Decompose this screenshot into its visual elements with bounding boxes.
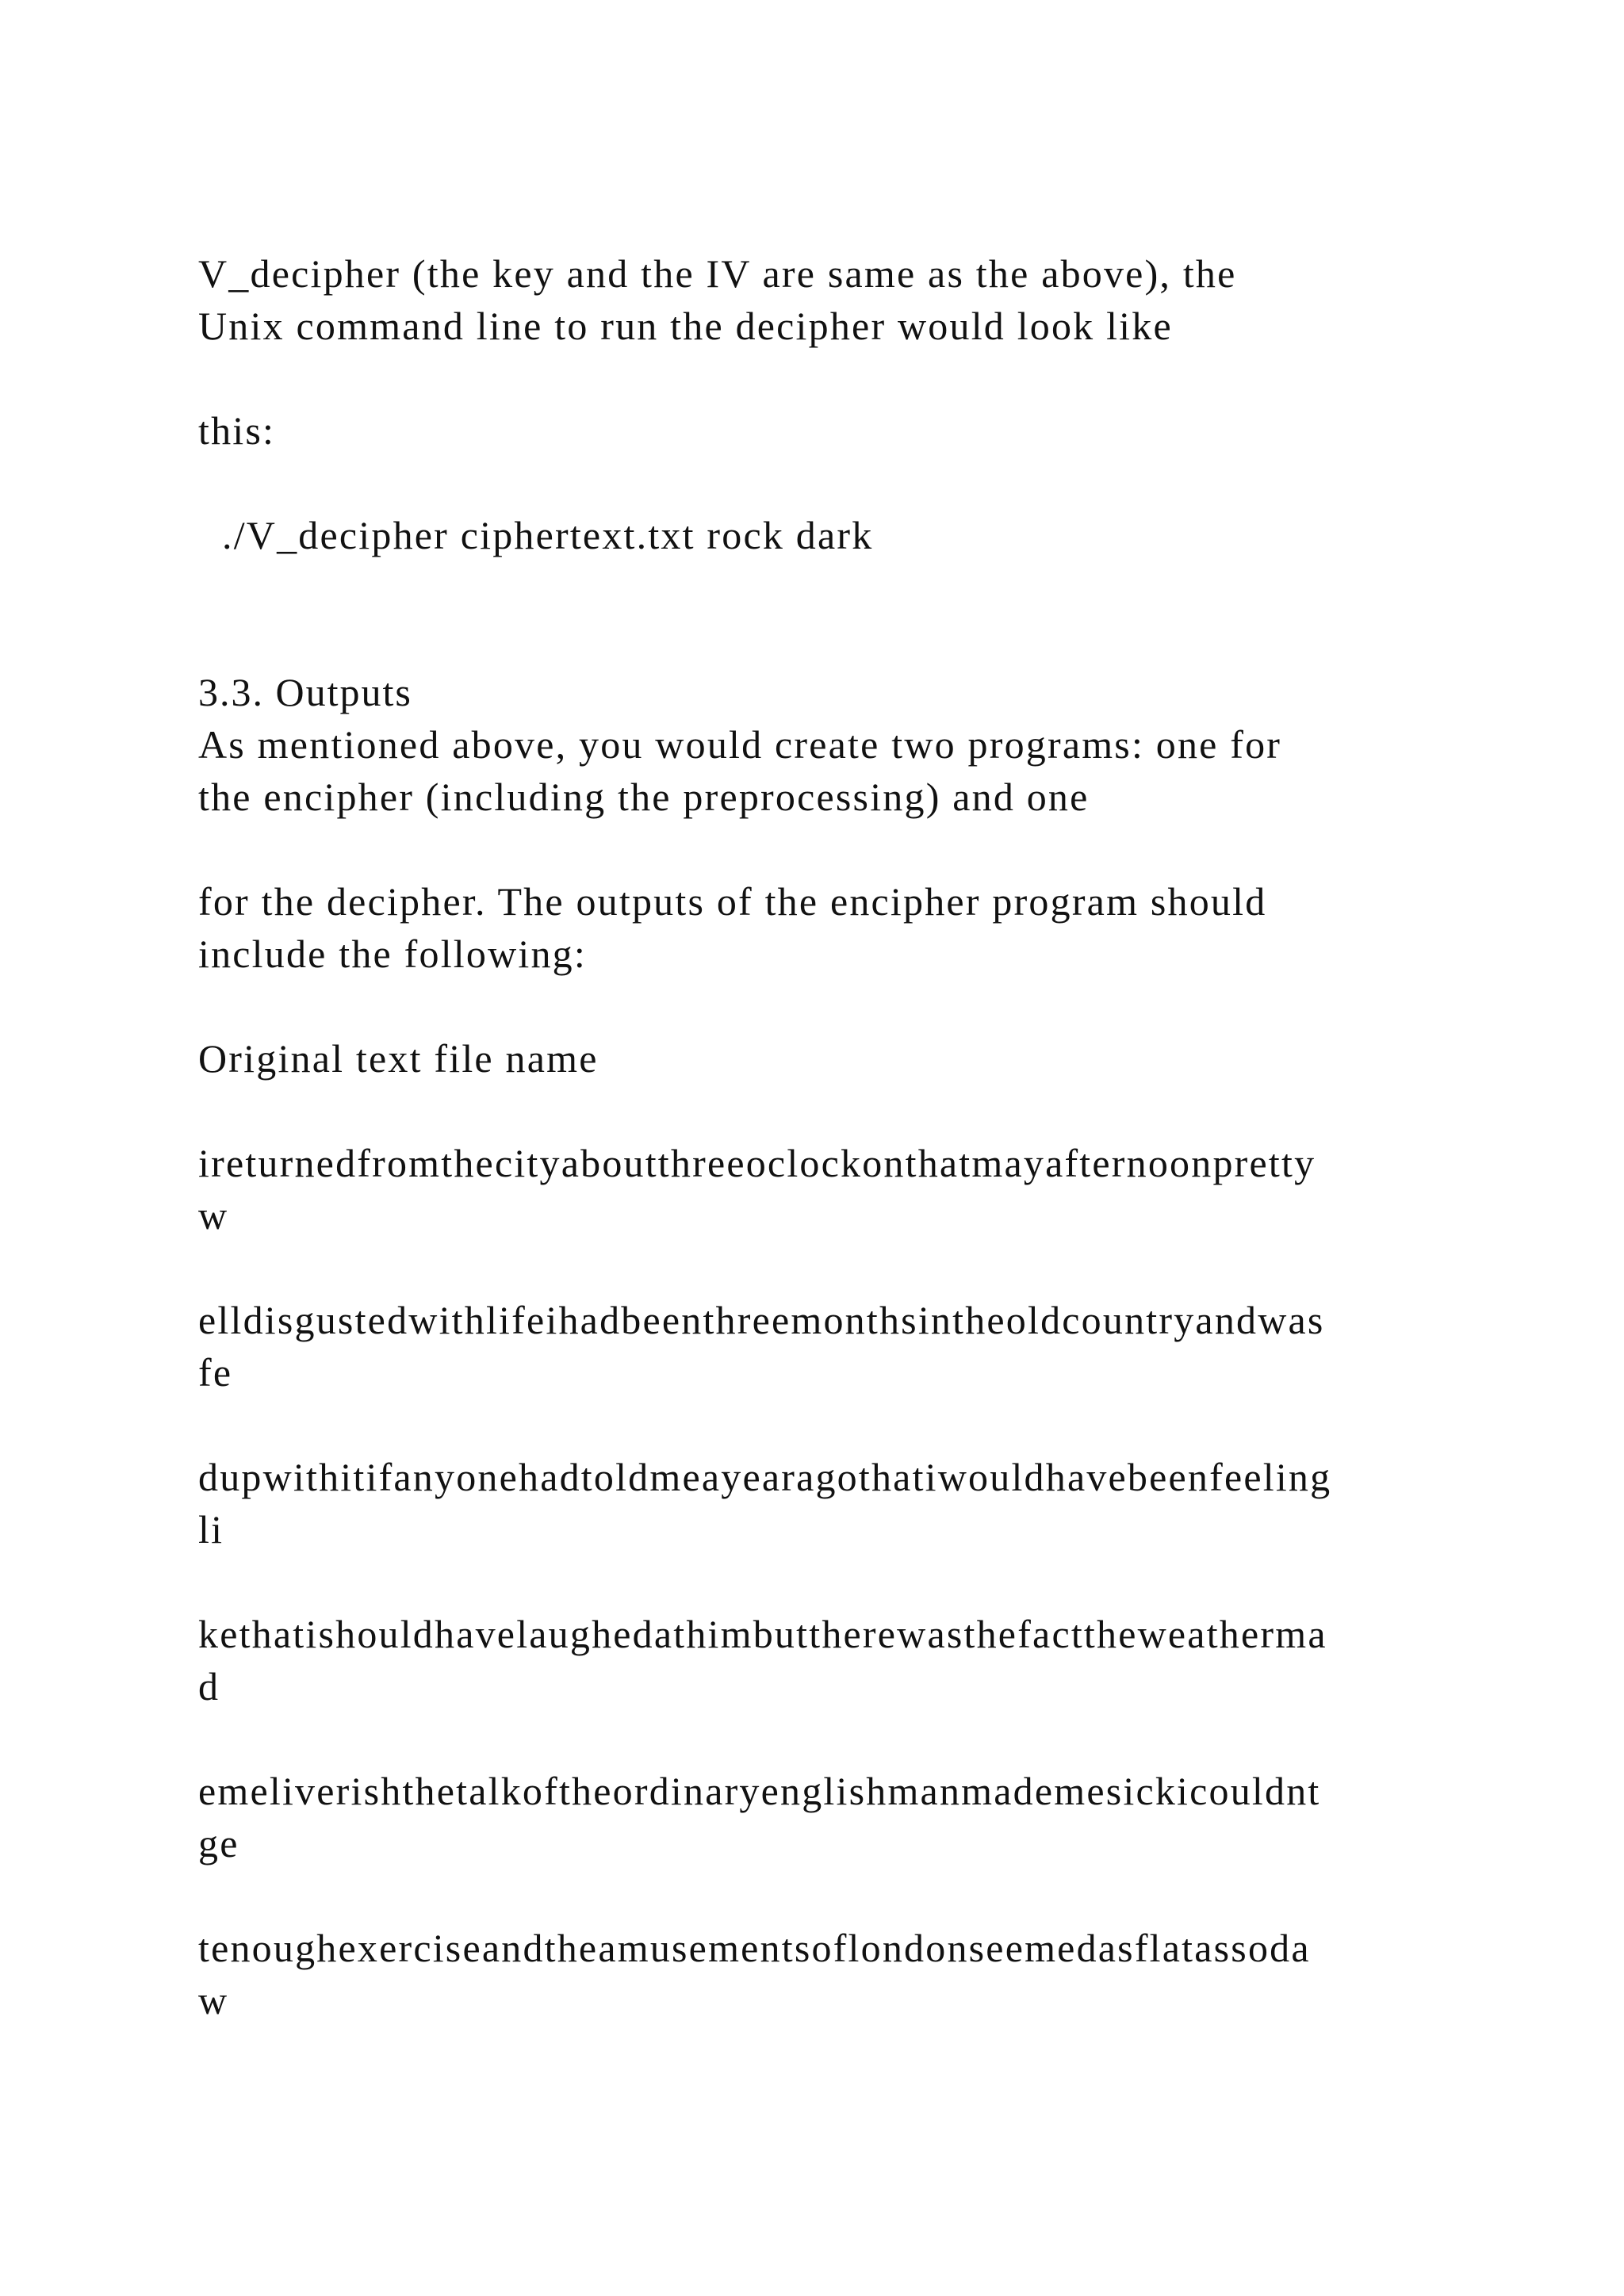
text-line: elldisgustedwithlifeihadbeenthreemonthsintheoldcountryandwas: [198, 1298, 1325, 1342]
text-line: Original text file name: [198, 1036, 599, 1081]
command-line-example: ./V_decipher ciphertext.txt rock dark: [222, 513, 874, 557]
text-line: Unix command line to run the decipher would look like: [198, 304, 1173, 348]
text-line: kethatishouldhavelaughedathimbuttherewasthefacttheweatherma: [198, 1612, 1327, 1656]
text-line: As mentioned above, you would create two programs: one for: [198, 722, 1282, 767]
text-line: ge: [198, 1821, 239, 1866]
text-line: fe: [198, 1350, 233, 1395]
text-line: w: [198, 1193, 229, 1238]
text-line: tenoughexerciseandtheamusementsoflondonseemedasflatassoda: [198, 1926, 1311, 1970]
text-line: V_decipher (the key and the IV are same as the above), the: [198, 251, 1237, 296]
text-line: this:: [198, 408, 276, 453]
text-line: li: [198, 1507, 224, 1552]
text-line: for the decipher. The outputs of the encipher program should: [198, 879, 1267, 924]
text-line: w: [198, 1978, 229, 2022]
text-line: emeliverishthetalkoftheordinaryenglishmanmademesickicouldnt: [198, 1769, 1321, 1813]
section-heading: 3.3. Outputs: [198, 670, 412, 714]
text-line: ireturnedfromthecityaboutthreeoclockonthatmayafternoonpretty: [198, 1141, 1316, 1185]
text-line: dupwithitifanyonehadtoldmeayearagothatiwouldhavebeenfeeling: [198, 1455, 1332, 1499]
text-line: the encipher (including the preprocessing) and one: [198, 775, 1090, 819]
text-line: d: [198, 1664, 220, 1709]
text-line: include the following:: [198, 932, 587, 976]
